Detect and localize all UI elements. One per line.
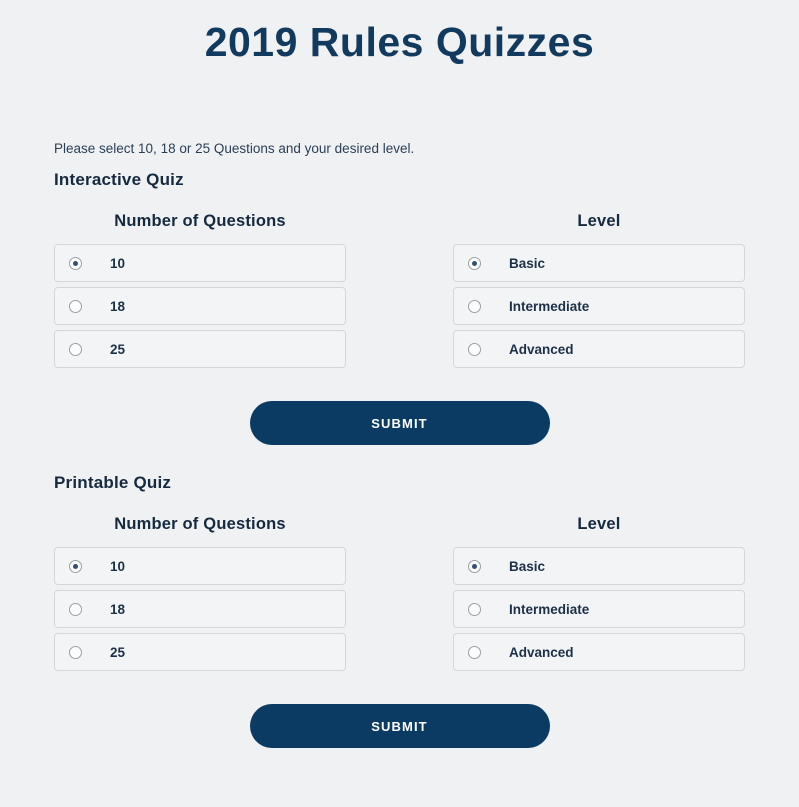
- printable-questions-option-10[interactable]: [54, 547, 346, 585]
- printable-level-option-basic[interactable]: [453, 547, 745, 585]
- radio-icon[interactable]: [468, 343, 481, 356]
- radio-icon[interactable]: [69, 343, 82, 356]
- option-label: 10: [110, 255, 126, 271]
- quiz-page: [0, 10, 799, 807]
- option-label: Intermediate: [509, 601, 590, 617]
- printable-level-column: [453, 515, 745, 676]
- interactive-quiz-block: [0, 212, 799, 445]
- level-column-title: Level: [577, 515, 621, 534]
- radio-icon[interactable]: [69, 603, 82, 616]
- radio-icon[interactable]: [69, 257, 82, 270]
- interactive-level-option-basic[interactable]: [453, 244, 745, 282]
- printable-level-option-intermediate[interactable]: [453, 590, 745, 628]
- section-heading-printable: Printable Quiz: [54, 473, 172, 493]
- interactive-quiz-columns: [54, 212, 745, 373]
- interactive-level-option-intermediate[interactable]: [453, 287, 745, 325]
- radio-icon[interactable]: [69, 560, 82, 573]
- radio-icon[interactable]: [468, 300, 481, 313]
- option-label: Advanced: [509, 341, 574, 357]
- radio-icon[interactable]: [468, 257, 481, 270]
- interactive-submit-wrap: [54, 401, 745, 445]
- option-label: Intermediate: [509, 298, 590, 314]
- interactive-submit-button[interactable]: SUBMIT: [250, 401, 550, 445]
- radio-icon[interactable]: [69, 300, 82, 313]
- option-label: 25: [110, 341, 126, 357]
- interactive-questions-option-10[interactable]: [54, 244, 346, 282]
- interactive-level-option-advanced[interactable]: [453, 330, 745, 368]
- interactive-questions-option-18[interactable]: [54, 287, 346, 325]
- radio-icon[interactable]: [468, 560, 481, 573]
- questions-column-title: Number of Questions: [114, 212, 286, 231]
- printable-questions-option-25[interactable]: [54, 633, 346, 671]
- option-label: Advanced: [509, 644, 574, 660]
- option-label: Basic: [509, 558, 546, 574]
- radio-icon[interactable]: [468, 646, 481, 659]
- interactive-level-column: [453, 212, 745, 373]
- option-label: Basic: [509, 255, 546, 271]
- option-label: 18: [110, 601, 126, 617]
- questions-column-title: Number of Questions: [114, 515, 286, 534]
- page-title: 2019 Rules Quizzes: [204, 19, 595, 65]
- printable-quiz-block: [0, 515, 799, 748]
- radio-icon[interactable]: [468, 603, 481, 616]
- option-label: 25: [110, 644, 126, 660]
- section-heading-interactive: Interactive Quiz: [54, 170, 184, 190]
- section-spacer: [0, 445, 799, 459]
- printable-questions-column: [54, 515, 346, 676]
- printable-level-option-advanced[interactable]: [453, 633, 745, 671]
- option-label: 10: [110, 558, 126, 574]
- level-column-title: Level: [577, 212, 621, 231]
- instructions-text: Please select 10, 18 or 25 Questions and your desired level.: [54, 141, 415, 157]
- interactive-questions-option-25[interactable]: [54, 330, 346, 368]
- printable-quiz-columns: [54, 515, 745, 676]
- interactive-questions-column: [54, 212, 346, 373]
- printable-submit-button[interactable]: SUBMIT: [250, 704, 550, 748]
- printable-questions-option-18[interactable]: [54, 590, 346, 628]
- option-label: 18: [110, 298, 126, 314]
- printable-submit-wrap: [54, 704, 745, 748]
- radio-icon[interactable]: [69, 646, 82, 659]
